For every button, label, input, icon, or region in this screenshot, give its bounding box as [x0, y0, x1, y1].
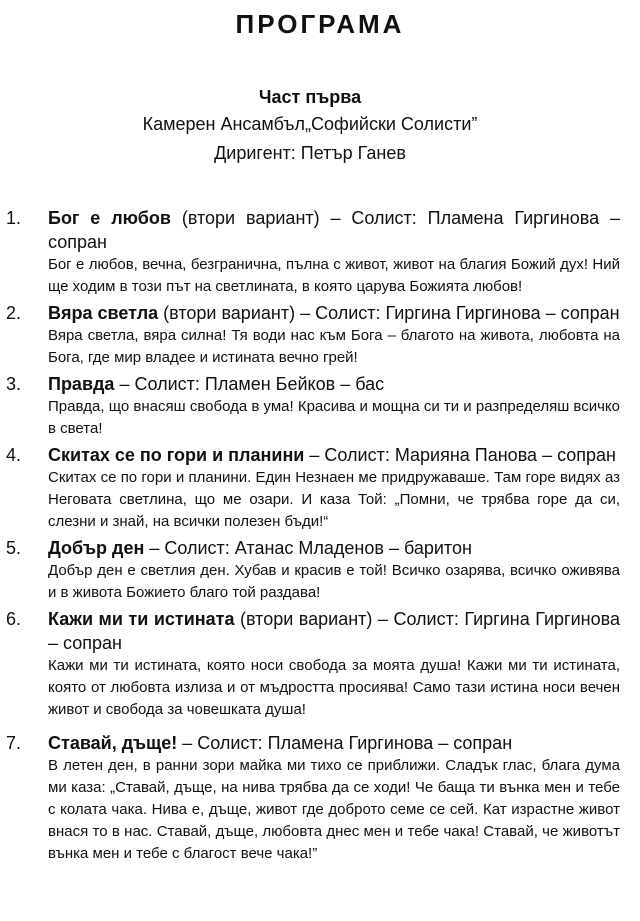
- part-title: Част първа: [258, 87, 362, 107]
- item-number: 2.: [6, 303, 22, 323]
- item-heading: [48, 372, 620, 396]
- song-title: Правда: [48, 374, 115, 394]
- song-lyrics: Бог е любов, вечна, безгранична, пълна с живот, живот на благия Божий дух! Ний ще ходим в този път на светлината, в която царува Божията любов!: [48, 256, 620, 295]
- program-item: [0, 607, 620, 721]
- song-title: Вяра светла: [48, 303, 159, 323]
- program-item: [0, 731, 620, 865]
- conductor-line: Диригент: Петър Ганев: [214, 143, 406, 163]
- item-heading: [48, 443, 620, 467]
- song-lyrics: Скитах се по гори и планини. Един Незнаен ме придружаваше. Там горе видях аз Неговата светлина, що ме озари. И каза Той: „Помни, че трябва горе да си, слезни и знай, на всички полезен бъди!“: [48, 469, 620, 530]
- item-number: 4.: [6, 445, 22, 465]
- page-title: ПРОГРАМА: [235, 9, 405, 39]
- song-details: – Солист: Пламена Гиргинова – сопран: [177, 733, 513, 753]
- item-heading: [48, 607, 620, 655]
- program-item: [0, 206, 620, 298]
- song-lyrics: Вяра светла, вяра силна! Тя води нас към Бога – благото на живота, любовта на Бога, где мир владее и истината вечно грей!: [48, 327, 620, 366]
- song-title: Ставай, дъще!: [48, 733, 178, 753]
- item-number: 6.: [6, 609, 22, 629]
- song-title: Кажи ми ти истината: [48, 609, 235, 629]
- part-header: [0, 84, 620, 168]
- item-heading: [48, 536, 620, 560]
- program-item: [0, 443, 620, 533]
- program-item: [0, 536, 620, 604]
- item-number: 7.: [6, 733, 22, 753]
- song-details: – Солист: Пламен Бейков – бас: [114, 374, 385, 394]
- song-lyrics: Добър ден е светлия ден. Хубав и красив е той! Всичко озарява, всичко оживява и в живота Божието благо той раздава!: [48, 562, 620, 601]
- item-heading: [48, 301, 620, 325]
- item-heading: [48, 206, 620, 254]
- song-details: (втори вариант) – Солист: Гиргина Гиргинова – сопран: [48, 609, 620, 653]
- item-heading: [48, 731, 620, 755]
- program-item: [0, 372, 620, 440]
- ensemble-line: Камерен Ансамбъл„Софийски Солисти”: [142, 114, 478, 134]
- song-details: – Солист: Атанас Младенов – баритон: [144, 538, 472, 558]
- song-details: (втори вариант) – Солист: Пламена Гиргинова – сопран: [48, 208, 620, 252]
- song-lyrics: Кажи ми ти истината, която носи свобода за моята душа! Кажи ми ти истината, която от любовта излиза и от мъдростта просиява! Само тази истина носи вечен живот и свобода за човешката душа!: [48, 657, 620, 718]
- song-details: – Солист: Марияна Панова – сопран: [304, 445, 616, 465]
- song-lyrics: В летен ден, в ранни зори майка ми тихо се приближи. Сладък глас, блага дума ми каза: „Ставай, дъще, на нива трябва да се ходи! Че баща ти вънка мен и тебе с колата чака. Нива е, дъще, живот где доброто семе се сей. Кат израстне живот внася то в нас. Ставай, дъще, любовта днес мен и тебе чака! Ставай, че животът вънка мен и тебе с благост вече чака!”: [48, 757, 620, 862]
- song-title: Добър ден: [48, 538, 145, 558]
- song-title: Скитах се по гори и планини: [48, 445, 305, 465]
- program-item: [0, 301, 620, 369]
- song-title: Бог е любов: [48, 208, 171, 228]
- item-number: 5.: [6, 538, 22, 558]
- song-lyrics: Правда, що внасяш свобода в ума! Красива и мощна си ти и разпределяш всичко в света!: [48, 398, 620, 437]
- program-list: [0, 206, 620, 865]
- item-number: 1.: [6, 208, 22, 228]
- item-number: 3.: [6, 374, 22, 394]
- song-details: (втори вариант) – Солист: Гиргина Гиргинова – сопран: [158, 303, 620, 323]
